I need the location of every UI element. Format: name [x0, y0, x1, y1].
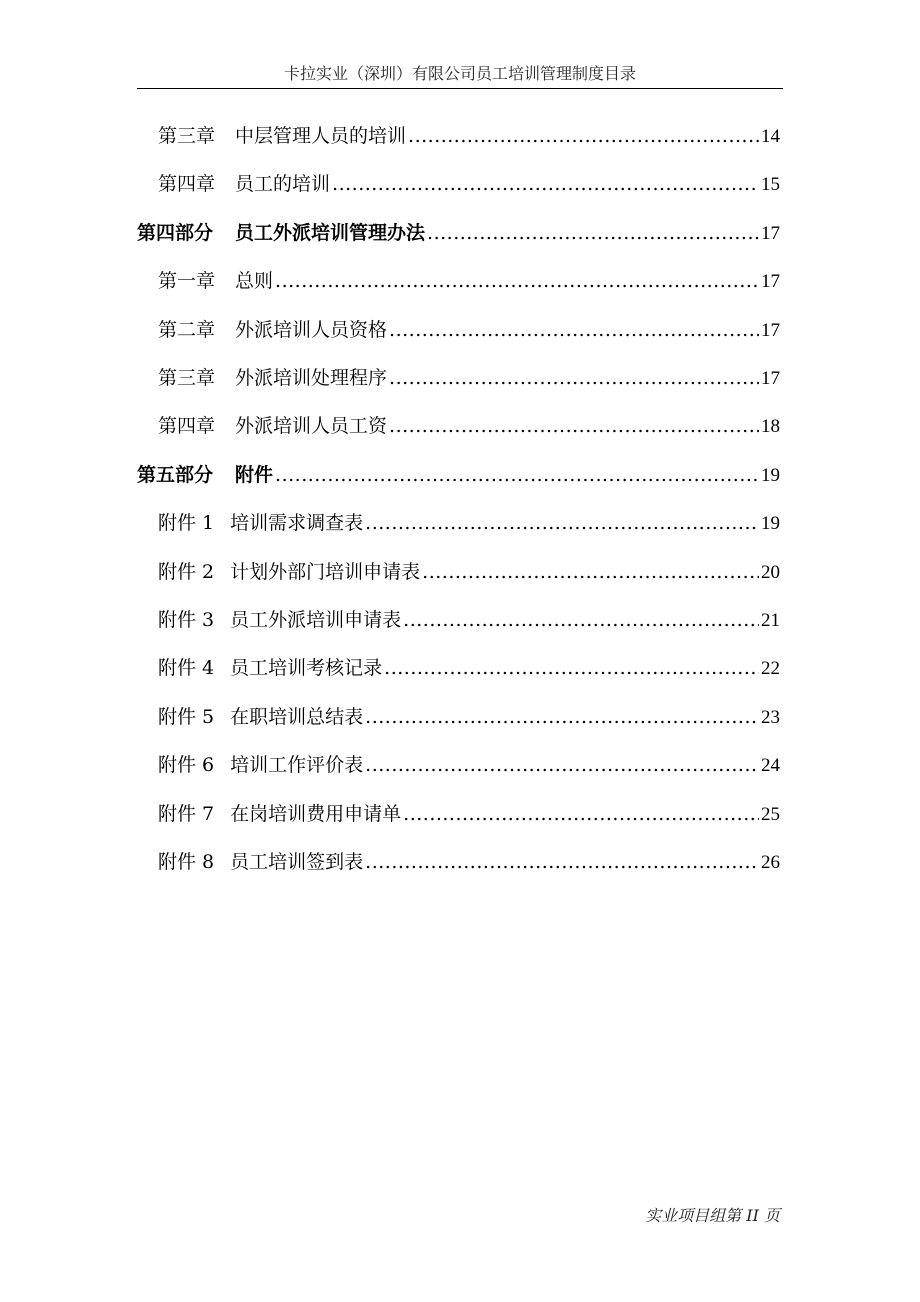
toc-entry[interactable]	[158, 170, 780, 198]
toc-entry[interactable]	[158, 364, 780, 392]
toc-entry-title: 外派培训处理程序	[235, 367, 388, 389]
toc-entry-number: 第一章	[158, 270, 216, 293]
toc-entry[interactable]	[158, 558, 780, 586]
toc-entry-title: 附件	[235, 463, 274, 486]
toc-entry-number: 附件 6	[158, 754, 215, 777]
toc-page-number: 19	[761, 464, 780, 486]
toc-entry-number: 第三章	[158, 367, 216, 389]
toc-dot-leader	[384, 654, 759, 682]
toc-entry[interactable]	[158, 751, 780, 779]
toc-entry[interactable]	[158, 848, 780, 876]
toc-dot-leader	[408, 122, 759, 150]
toc-entry[interactable]	[158, 316, 780, 344]
toc-dot-leader	[403, 800, 759, 828]
toc-page-number: 17	[761, 319, 780, 341]
toc-page-number: 20	[761, 561, 780, 583]
toc-dot-leader	[365, 509, 759, 537]
toc-entry[interactable]	[158, 122, 780, 150]
toc-entry-number: 第三章	[158, 125, 216, 147]
toc-entry-number: 附件 7	[158, 802, 215, 825]
toc-page-number: 17	[761, 222, 780, 244]
toc-page-number: 25	[761, 803, 780, 825]
toc-dot-leader	[275, 461, 759, 489]
page-header: 卡拉实业（深圳）有限公司员工培训管理制度目录	[283, 64, 636, 83]
toc-entry-title: 员工培训考核记录	[230, 657, 383, 680]
toc-part-entry[interactable]	[137, 219, 780, 247]
toc-dot-leader	[389, 316, 759, 344]
toc-dot-leader	[389, 412, 759, 440]
toc-entry[interactable]	[158, 509, 780, 537]
toc-entry-title: 计划外部门培训申请表	[230, 560, 421, 583]
toc-entry-title: 在职培训总结表	[230, 705, 364, 728]
toc-entry-title: 员工外派培训申请表	[230, 609, 402, 631]
toc-entry-title: 培训需求调查表	[230, 512, 364, 535]
toc-dot-leader	[275, 267, 759, 295]
toc-entry-number: 附件 2	[158, 560, 215, 583]
toc-entry-title: 在岗培训费用申请单	[230, 802, 402, 825]
toc-entry-number: 第二章	[158, 318, 216, 341]
toc-page-number: 17	[761, 368, 780, 389]
toc-entry-title: 中层管理人员的培训	[235, 125, 407, 147]
toc-page-number: 23	[761, 706, 780, 728]
toc-page-number: 22	[761, 658, 780, 680]
toc-dot-leader	[427, 219, 759, 247]
toc-entry-number: 附件 8	[158, 851, 215, 873]
toc-part-entry[interactable]	[137, 461, 780, 489]
toc-page-number: 17	[761, 271, 780, 293]
toc-dot-leader	[403, 606, 759, 634]
toc-entry-title: 外派培训人员工资	[235, 415, 388, 438]
toc-entry-number: 附件 4	[158, 657, 215, 680]
toc-page-number: 21	[761, 610, 780, 631]
toc-entry[interactable]	[158, 654, 780, 682]
toc-entry-title: 员工的培训	[235, 173, 331, 196]
toc-entry-title: 总则	[235, 270, 274, 293]
toc-entry[interactable]	[158, 800, 780, 828]
toc-entry[interactable]	[158, 267, 780, 295]
toc-page-number: 26	[761, 852, 780, 873]
toc-dot-leader	[389, 364, 759, 392]
toc-page-number: 14	[761, 126, 780, 147]
toc-dot-leader	[365, 848, 759, 876]
page-footer: 实业项目组第 II 页	[645, 1206, 780, 1225]
toc-entry-number: 附件 5	[158, 705, 215, 728]
toc-entry[interactable]	[158, 606, 780, 634]
toc-entry-title: 员工培训签到表	[230, 851, 364, 873]
toc-dot-leader	[422, 558, 759, 586]
toc-entry-number: 第四章	[158, 173, 216, 196]
toc-entry-number: 第四部分	[137, 221, 214, 244]
toc-page-number: 18	[761, 416, 780, 438]
toc-dot-leader	[365, 751, 759, 779]
toc-entry-title: 外派培训人员资格	[235, 318, 388, 341]
toc-entry-number: 附件 1	[158, 512, 215, 535]
toc-dot-leader	[332, 170, 759, 198]
toc-entry-number: 附件 3	[158, 609, 215, 631]
toc-entry[interactable]	[158, 412, 780, 440]
toc-page-number: 15	[761, 174, 780, 196]
toc-entry-number: 第四章	[158, 415, 216, 438]
toc-dot-leader	[365, 703, 759, 731]
toc-entry-title: 员工外派培训管理办法	[235, 221, 426, 244]
toc-entry[interactable]	[158, 703, 780, 731]
toc-entry-number: 第五部分	[137, 463, 214, 486]
toc-page-number: 19	[761, 513, 780, 535]
toc-entry-title: 培训工作评价表	[230, 754, 364, 777]
header-rule	[137, 88, 783, 89]
toc-page-number: 24	[761, 755, 780, 777]
